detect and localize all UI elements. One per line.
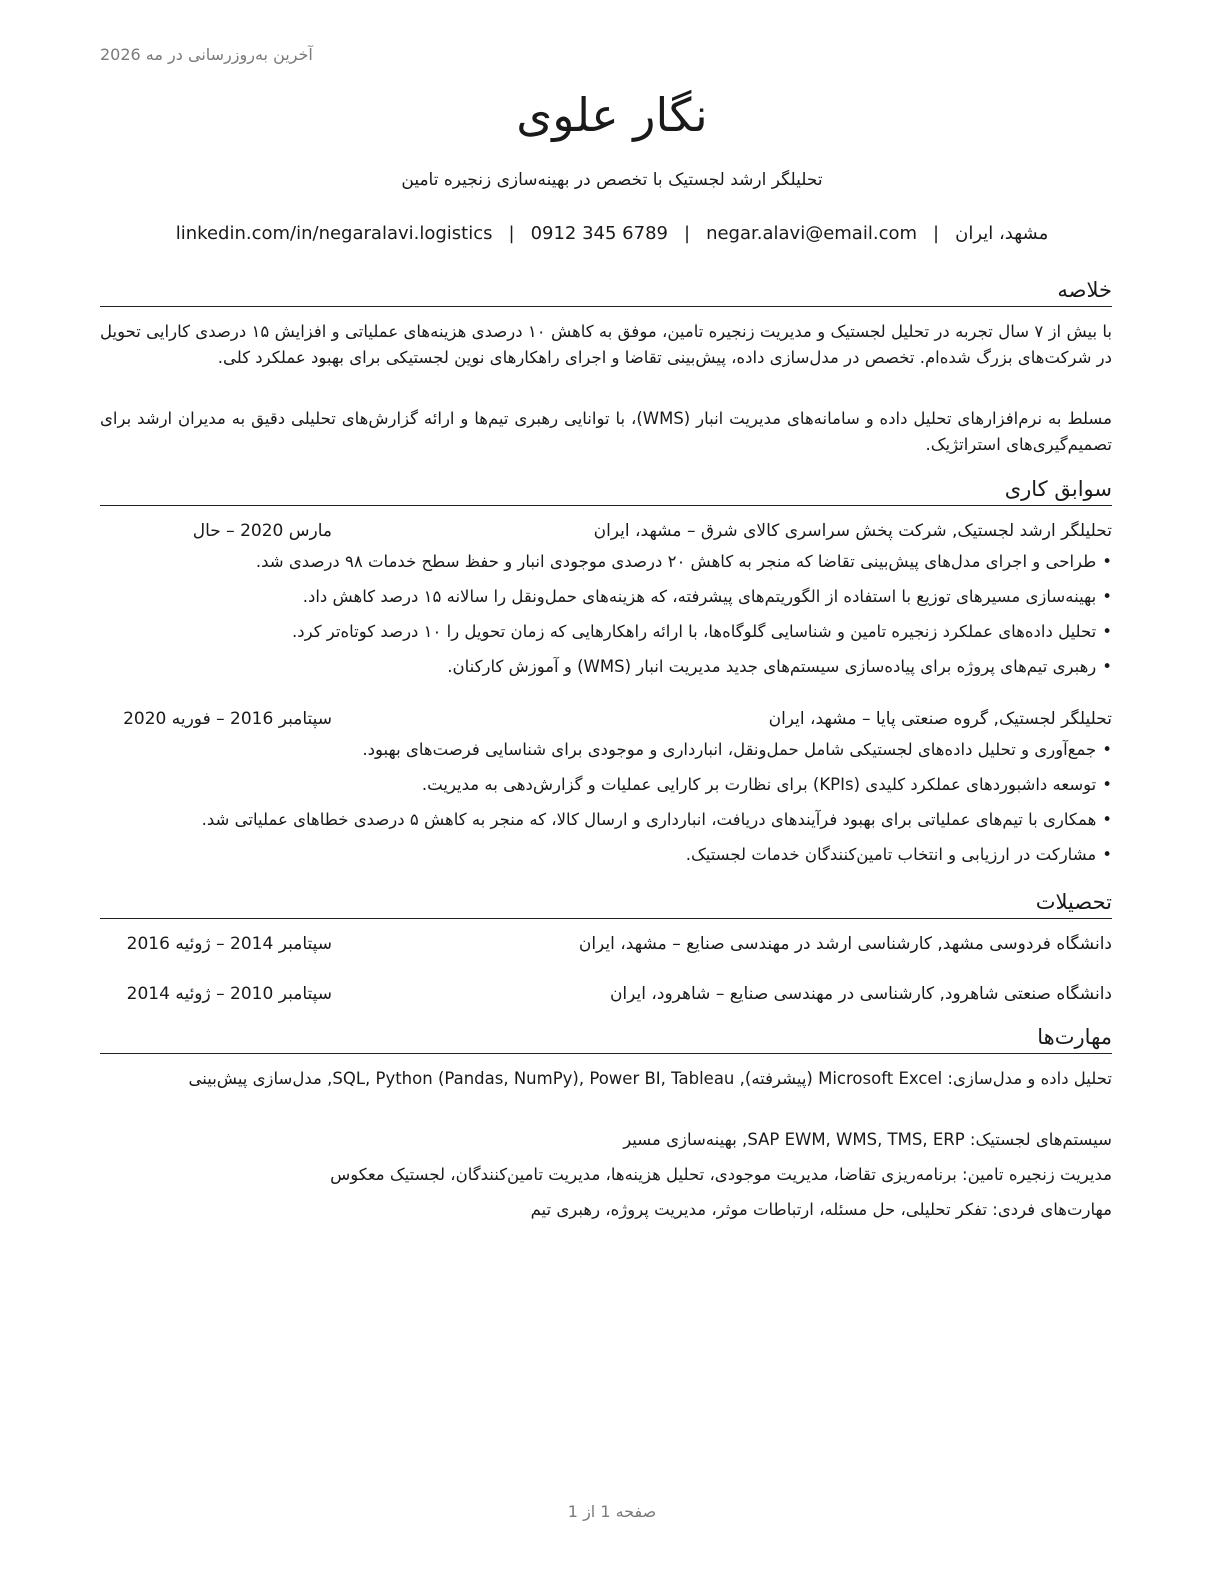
job-bullet: • توسعه داشبوردهای عملکرد کلیدی (KPIs) برای نظارت بر کارایی عملیات و گزارش‌دهی به مدیریت. xyxy=(90,772,1112,798)
summary-paragraph-2: مسلط به نرم‌افزارهای تحلیل داده و سامانه‌های مدیریت انبار (WMS)، با توانایی رهبری تیم‌ها و ارائه گزارش‌های تحلیلی دقیق به مدیران ارشد برای تصمیم‌گیری‌های استراتژیک. xyxy=(100,409,1112,454)
job-bullet: • بهینه‌سازی مسیرهای توزیع با استفاده از الگوریتم‌های پیشرفته، که هزینه‌های حمل‌ونقل را سالانه ۱۵ درصد کاهش داد. xyxy=(90,584,1112,610)
contact-email[interactable]: negar.alavi@email.com xyxy=(706,223,918,244)
summary-paragraph-1: با بیش از ۷ سال تجربه در تحلیل لجستیک و مدیریت زنجیره تامین، موفق به کاهش ۱۰ درصدی هزینه‌های عملیاتی و افزایش ۱۵ درصدی کارایی تحویل در شرکت‌های بزرگ شده‌ام. تخصص در مدل‌سازی داده، پیش‌بینی تقاضا و اجرای راهکارهای نوین لجستیکی برای بهبود عملکرد کلی. xyxy=(100,322,1112,367)
skill-line: مهارت‌های فردی: تفکر تحلیلی، حل مسئله، ارتباطات موثر، مدیریت پروژه، رهبری تیم xyxy=(530,1200,1112,1219)
job-bullet: • همکاری با تیم‌های عملیاتی برای بهبود فرآیندهای دریافت، انبارداری و ارسال کالا، که منجر به کاهش ۵ درصدی خطاهای عملیاتی شد. xyxy=(90,807,1112,833)
contact-linkedin[interactable]: linkedin.com/in/negaralavi.logistics xyxy=(175,223,493,244)
page-number: صفحه 1 از 1 xyxy=(567,1502,657,1521)
job-header xyxy=(100,706,1112,732)
contact-line xyxy=(0,223,1224,244)
education-item xyxy=(100,981,1112,1007)
education-heading: تحصیلات xyxy=(100,887,1112,919)
skill-line: تحلیل داده و مدل‌سازی: Microsoft Excel (پیشرفته), SQL, Python (Pandas, NumPy), Power BI, Tableau, مدل‌سازی پیش‌بینی xyxy=(188,1069,1112,1088)
job-bullets xyxy=(90,549,1112,689)
job-bullet: • جمع‌آوری و تحلیل داده‌های لجستیکی شامل حمل‌ونقل، انبارداری و موجودی برای شناسایی فرصت‌های بهبود. xyxy=(90,737,1112,763)
contact-location: مشهد، ایران xyxy=(955,223,1049,244)
education-school: دانشگاه صنعتی شاهرود, کارشناسی در مهندسی صنایع – شاهرود، ایران xyxy=(609,984,1112,1004)
job-bullet: • مشارکت در ارزیابی و انتخاب تامین‌کنندگان خدمات لجستیک. xyxy=(90,842,1112,868)
job-bullet: • رهبری تیم‌های پروژه برای پیاده‌سازی سیستم‌های جدید مدیریت انبار (WMS) و آموزش کارکنان. xyxy=(90,654,1112,680)
job-date: مارس 2020 – حال xyxy=(192,521,332,541)
job-date: سپتامبر 2016 – فوریه 2020 xyxy=(123,709,332,729)
job-bullet: • تحلیل داده‌های عملکرد زنجیره تامین و شناسایی گلوگاه‌ها، با ارائه راهکارهایی که زمان تحویل را ۱۰ درصد کوتاه‌تر کرد. xyxy=(90,619,1112,645)
education-school: دانشگاه فردوسی مشهد, کارشناسی ارشد در مهندسی صنایع – مشهد، ایران xyxy=(578,934,1112,954)
contact-separator: | xyxy=(933,223,940,244)
experience-heading: سوابق کاری xyxy=(100,474,1112,506)
contact-separator: | xyxy=(508,223,515,244)
candidate-name: نگار علوی xyxy=(516,88,708,142)
tagline: تحلیلگر ارشد لجستیک با تخصص در بهینه‌سازی زنجیره تامین xyxy=(401,170,823,190)
last-updated: آخرین به‌روزرسانی در مه 2026 xyxy=(100,45,313,64)
education-date: سپتامبر 2010 – ژوئیه 2014 xyxy=(126,984,332,1004)
skill-line: مدیریت زنجیره تامین: برنامه‌ریزی تقاضا، مدیریت موجودی، تحلیل هزینه‌ها، مدیریت تامین‌کنندگان، لجستیک معکوس xyxy=(330,1165,1112,1184)
skill-line: سیستم‌های لجستیک: SAP EWM, WMS, TMS, ERP, بهینه‌سازی مسیر xyxy=(623,1130,1112,1149)
skills-heading: مهارت‌ها xyxy=(100,1022,1112,1054)
contact-phone[interactable]: 0912 345 6789 xyxy=(530,223,668,244)
job-role: تحلیلگر لجستیک, گروه صنعتی پایا – مشهد، ایران xyxy=(768,709,1112,729)
job-role: تحلیلگر ارشد لجستیک, شرکت پخش سراسری کالای شرق – مشهد، ایران xyxy=(593,521,1112,541)
job-header xyxy=(100,518,1112,544)
summary-heading: خلاصه xyxy=(100,275,1112,307)
job-bullet: • طراحی و اجرای مدل‌های پیش‌بینی تقاضا که منجر به کاهش ۲۰ درصدی موجودی انبار و حفظ سطح خدمات ۹۸ درصدی شد. xyxy=(90,549,1112,575)
education-date: سپتامبر 2014 – ژوئیه 2016 xyxy=(126,934,332,954)
job-bullets xyxy=(90,737,1112,877)
contact-separator: | xyxy=(684,223,691,244)
education-item xyxy=(100,931,1112,957)
